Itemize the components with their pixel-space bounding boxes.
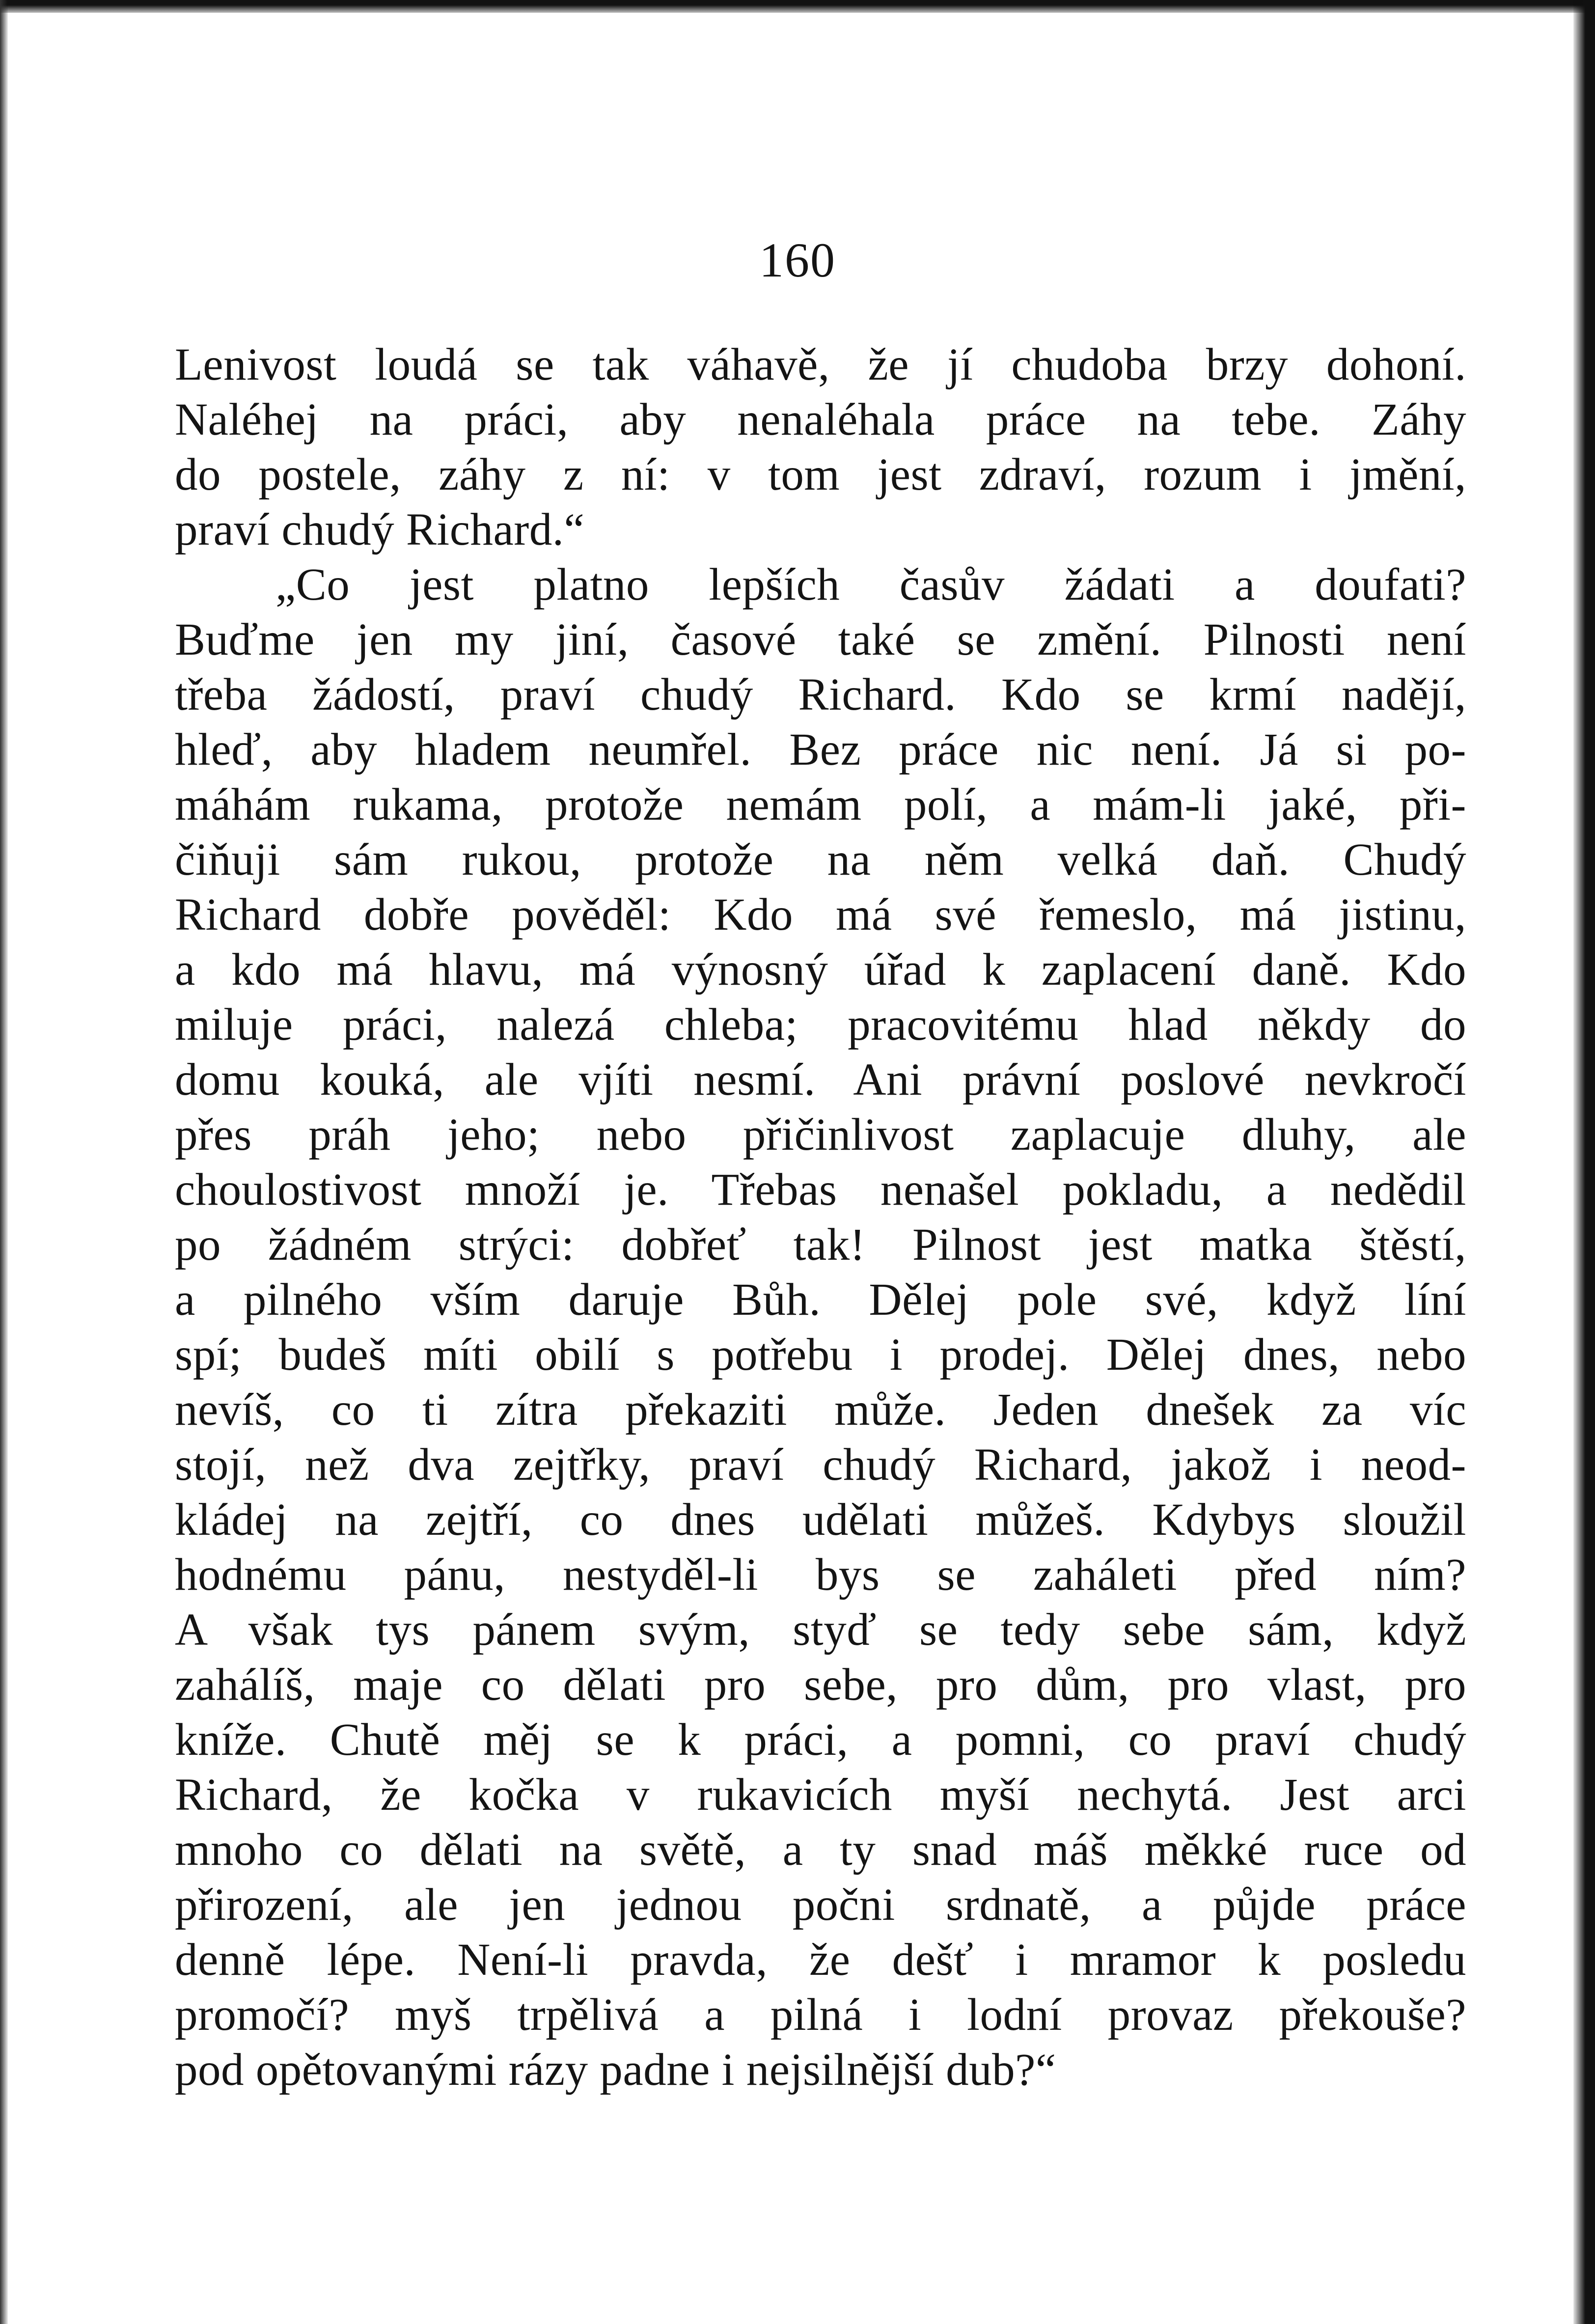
text-line-24: A však tys pánem svým, styď se tedy sebe sám, když [175, 1605, 1466, 1655]
text-line-1: Lenivost loudá se tak váhavě, že jí chudoba brzy dohoní. [175, 339, 1466, 390]
text-line-9: máhám rukama, protože nemám polí, a mám-li jaké, při- [175, 779, 1466, 830]
text-line-23: hodnému pánu, nestyděl-li bys se zaháleti před ním? [175, 1549, 1466, 1600]
text-line-29: přirození, ale jen jednou počni srdnatě, a půjde práce [175, 1880, 1466, 1930]
text-line-10: čiňuji sám rukou, protože na něm velká daň. Chudý [175, 834, 1466, 885]
text-line-14: domu kouká, ale vjíti nesmí. Ani právní poslové nevkročí [175, 1054, 1466, 1105]
text-line-15: přes práh jeho; nebo přičinlivost zaplacuje dluhy, ale [175, 1109, 1466, 1160]
text-line-5: „Co jest platno lepších časův žádati a doufati? [275, 559, 1466, 610]
text-line-13: miluje práci, nalezá chleba; pracovitému hlad někdy do [175, 999, 1466, 1050]
text-line-28: mnoho co dělati na světě, a ty snad máš měkké ruce od [175, 1825, 1466, 1875]
text-line-21: stojí, než dva zejtřky, praví chudý Richard, jakož i neod- [175, 1439, 1466, 1490]
text-line-3: do postele, záhy z ní: v tom jest zdraví, rozum i jmění, [175, 449, 1466, 500]
text-line-16: choulostivost množí je. Třebas nenašel pokladu, a nedědil [175, 1164, 1466, 1215]
text-line-26: kníže. Chutě měj se k práci, a pomni, co praví chudý [175, 1715, 1466, 1765]
text-line-27: Richard, že kočka v rukavicích myší nechytá. Jest arci [175, 1770, 1466, 1820]
text-line-8: hleď, aby hladem neumřel. Bez práce nic není. Já si po- [175, 724, 1466, 775]
text-line-2: Naléhej na práci, aby nenaléhala práce na tebe. Záhy [175, 394, 1466, 445]
page-number: 160 [759, 233, 836, 287]
text-line-7: třeba žádostí, praví chudý Richard. Kdo se krmí nadějí, [175, 669, 1466, 720]
text-line-18: a pilného vším daruje Bůh. Dělej pole své, když líní [175, 1274, 1466, 1325]
text-line-4: praví chudý Richard.“ [175, 504, 585, 555]
text-line-32: pod opětovanými rázy padne i nejsilnější dub?“ [175, 2045, 1056, 2095]
text-line-30: denně lépe. Není-li pravda, že dešť i mramor k posledu [175, 1935, 1466, 1985]
text-line-12: a kdo má hlavu, má výnosný úřad k zaplacení daně. Kdo [175, 944, 1466, 995]
page-body-text [175, 337, 1466, 2098]
text-line-31: promočí? myš trpělivá a pilná i lodní provaz překouše? [175, 1990, 1466, 2040]
text-line-22: kládej na zejtří, co dnes udělati můžeš. Kdybys sloužil [175, 1494, 1466, 1545]
text-line-25: zahálíš, maje co dělati pro sebe, pro dům, pro vlast, pro [175, 1660, 1466, 1710]
text-line-20: nevíš, co ti zítra překaziti může. Jeden dnešek za víc [175, 1384, 1466, 1435]
text-line-11: Richard dobře pověděl: Kdo má své řemeslo, má jistinu, [175, 889, 1466, 940]
text-line-17: po žádném strýci: dobřeť tak! Pilnost jest matka štěstí, [175, 1219, 1466, 1270]
text-line-6: Buďme jen my jiní, časové také se změní. Pilnosti není [175, 614, 1466, 665]
text-line-19: spí; budeš míti obilí s potřebu i prodej. Dělej dnes, nebo [175, 1329, 1466, 1380]
